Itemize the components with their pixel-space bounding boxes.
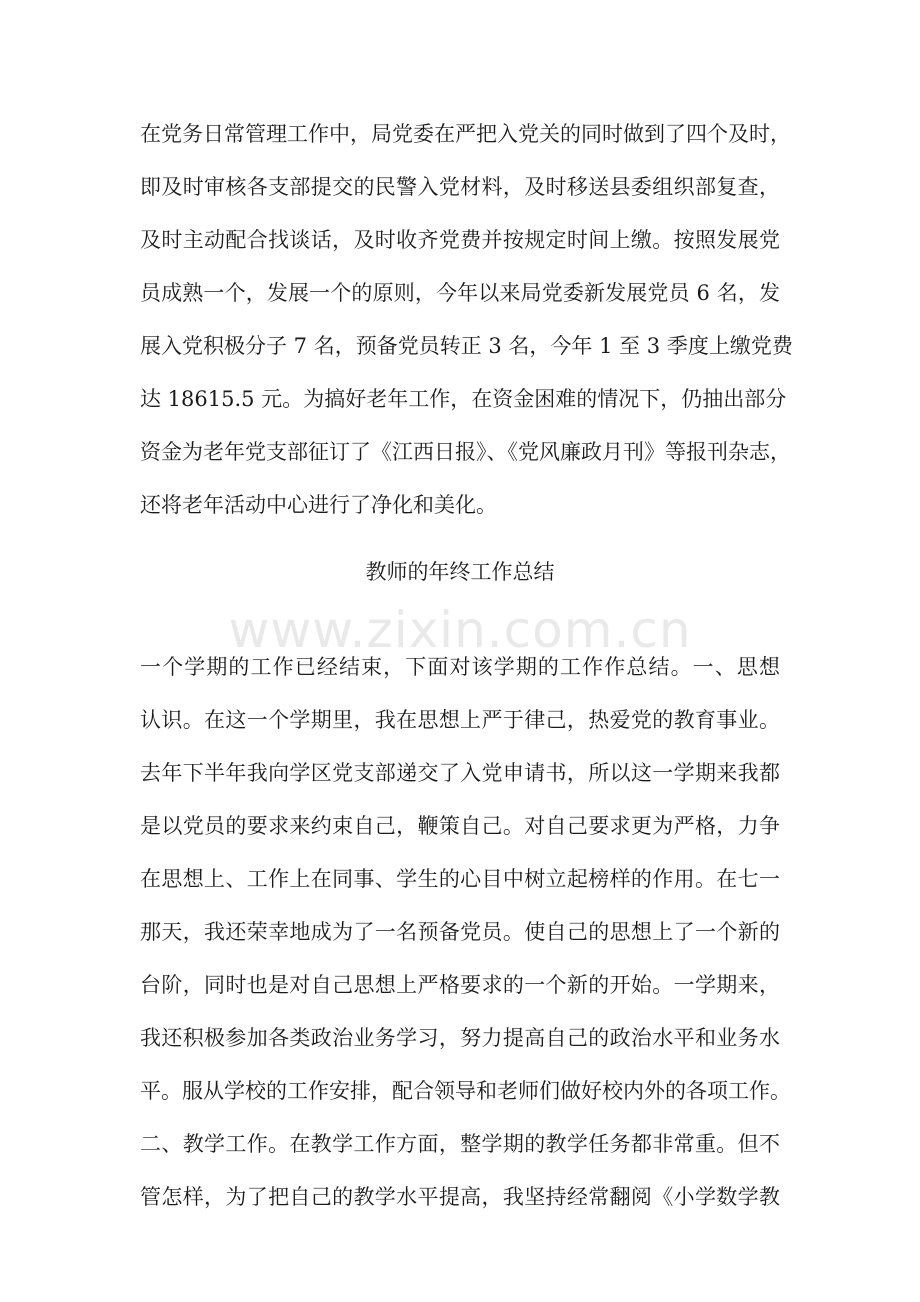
paragraph-1-line-4: 员成熟一个，发展一个的原则，今年以来局党委新发展党员 6 名，发 [140, 281, 780, 305]
paragraph-1-line-6: 达 18615.5 元。为搞好老年工作，在资金困难的情况下，仍抽出部分 [140, 387, 787, 411]
paragraph-2-line-8: 我还积极参加各类政治业务学习，努力提高自己的政治水平和业务水 [140, 1026, 780, 1050]
paragraph-2-line-10: 二、教学工作。在教学工作方面，整学期的教学任务都非常重。但不 [140, 1132, 780, 1156]
paragraph-1-line-3: 及时主动配合找谈话，及时收齐党费并按规定时间上缴。按照发展党 [140, 228, 780, 252]
paragraph-2-line-1: 一个学期的工作已经结束，下面对该学期的工作作总结。一、思想 [140, 655, 780, 679]
paragraph-2-line-2: 认识。在这一个学期里，我在思想上严于律己，热爱党的教育事业。 [140, 708, 780, 732]
paragraph-1-line-2: 即及时审核各支部提交的民警入党材料，及时移送县委组织部复查， [140, 175, 780, 199]
paragraph-2-line-4: 是以党员的要求来约束自己，鞭策自己。对自己要求更为严格，力争 [140, 814, 780, 838]
paragraph-1-line-7: 资金为老年党支部征订了《江西日报》、《党风廉政月刊》等报刊杂志， [140, 440, 791, 464]
section-title: 教师的年终工作总结 [365, 560, 555, 584]
watermark-text: www.zixin.com.cn [228, 601, 692, 659]
paragraph-1-line-1: 在党务日常管理工作中，局党委在严把入党关的同时做到了四个及时， [140, 122, 791, 146]
paragraph-2-line-5: 在思想上、工作上在同事、学生的心目中树立起榜样的作用。在七一 [140, 867, 780, 891]
paragraph-2-line-11: 管怎样，为了把自己的教学水平提高，我坚持经常翻阅《小学数学教 [140, 1185, 780, 1209]
paragraph-2-line-6: 那天，我还荣幸地成为了一名预备党员。使自己的思想上了一个新的 [140, 920, 780, 944]
paragraph-2-line-3: 去年下半年我向学区党支部递交了入党申请书，所以这一学期来我都 [140, 761, 780, 785]
paragraph-2-line-7: 台阶，同时也是对自己思想上严格要求的一个新的开始。一学期来， [140, 973, 780, 997]
paragraph-1-line-5: 展入党积极分子 7 名，预备党员转正 3 名，今年 1 至 3 季度上缴党费 [140, 334, 793, 358]
paragraph-2-line-9: 平。服从学校的工作安排，配合领导和老师们做好校内外的各项工作。 [140, 1079, 791, 1103]
paragraph-1-line-8: 还将老年活动中心进行了净化和美化。 [140, 493, 497, 517]
